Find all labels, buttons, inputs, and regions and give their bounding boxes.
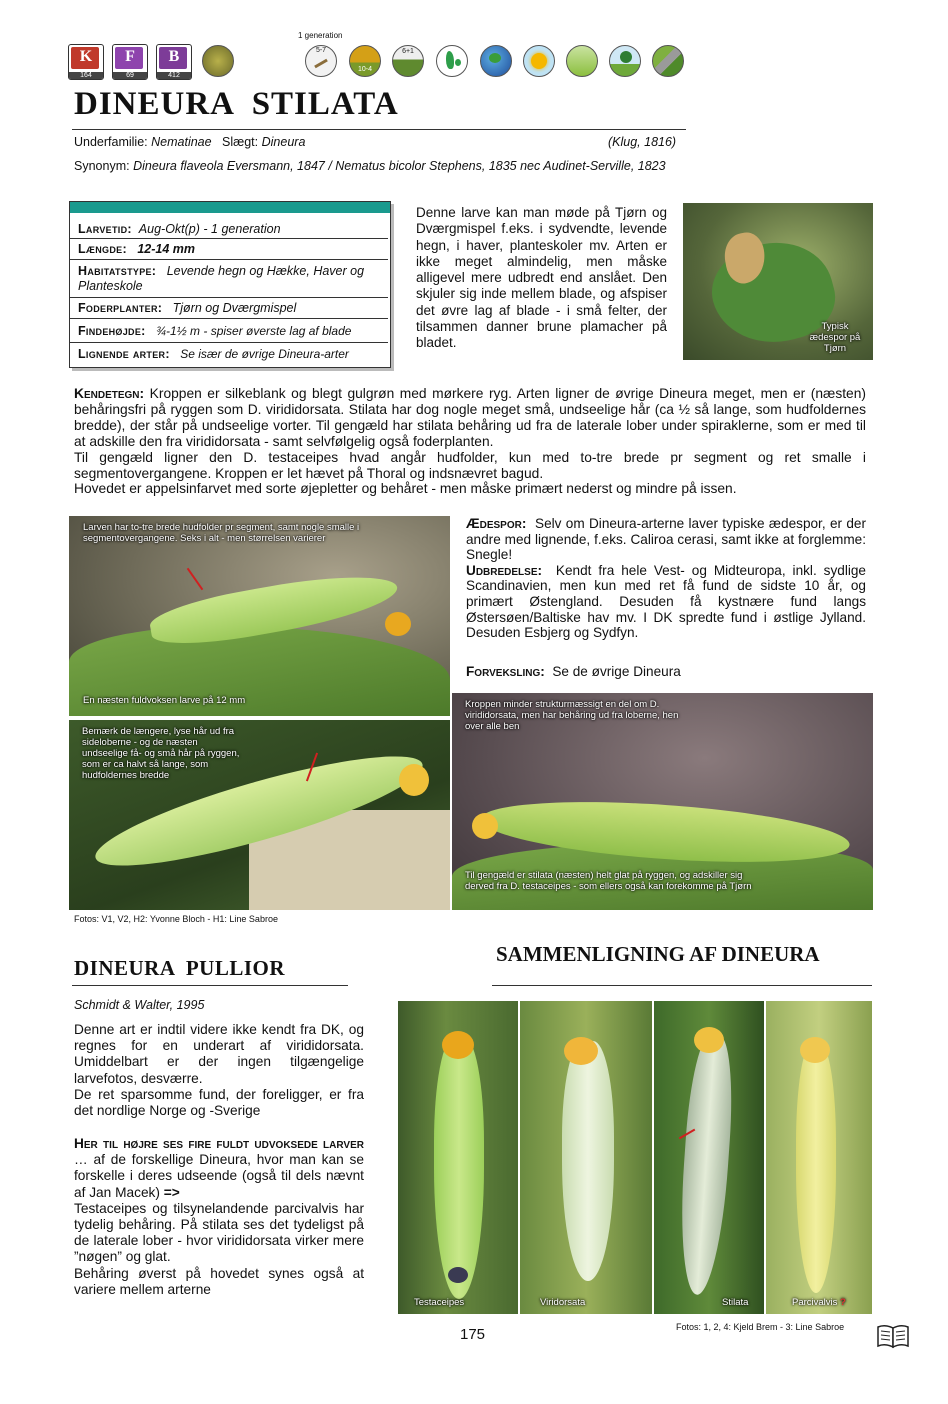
- book-b-letter: B: [168, 48, 180, 65]
- aedespor-text: Selv om Dineura-arterne laver typiske ædespor, er der andre med lignende, f.eks. Caliroa cerasi, samt ikke at forglemme: Snegle!: [466, 516, 866, 563]
- book-k-letter: K: [79, 48, 93, 65]
- photo-credit: Fotos: V1, V2, H2: Yvonne Bloch - H1: Line Sabroe: [74, 914, 278, 924]
- comparison-credit: Fotos: 1, 2, 4: Kjeld Brem - 3: Line Sabroe: [676, 1322, 845, 1332]
- forveksling-text: Se de øvrige Dineura: [552, 664, 681, 679]
- comparison-photo-viridorsata: [520, 1001, 652, 1314]
- denmark-map-icon[interactable]: [436, 45, 468, 77]
- pullior-p4: Behåring øverst på hovedet synes også at variere mellem arterne: [74, 1265, 364, 1297]
- genus: Dineura: [261, 135, 306, 149]
- photo-v2: [69, 720, 450, 910]
- flight-period-label: 6+1: [402, 48, 414, 55]
- comparison-title: SAMMENLIGNING AF DINEURA: [496, 942, 820, 966]
- info-box: [69, 201, 391, 368]
- info-box-header-bar: [70, 202, 390, 213]
- pullior-text: [74, 1022, 364, 1119]
- label-testaceipes: Testaceipes: [414, 1297, 465, 1308]
- synonym-label: Synonym:: [74, 159, 130, 173]
- info-laengde: Længde: 12-14 mm: [70, 239, 388, 260]
- aedespor-section: [466, 516, 866, 641]
- kendetegn-section: [74, 386, 866, 497]
- photo-h1-caption-bottom: Til gengæld er stilata (næsten) helt glat på ryggen, og adskiller sig derved fra D. testaceipes - som ellers også kan forekomme på Tjørn: [465, 870, 752, 892]
- kendetegn-label: Kendetegn:: [74, 386, 145, 401]
- genus-label: Slægt:: [222, 135, 259, 149]
- field-icon[interactable]: [349, 45, 381, 77]
- kendetegn-p1: Kroppen er silkeblank og blegt gulgrøn med mørkere ryg. Arten ligner de øvrige Dineura meget, men er (næsten) behåringsfri på ryggen som D. virididorsata. Stilata har dog nogle meget små, undseelige hår (ca ½ så lange, som hudfoldernes bredde), der står på undseelige vorter. Til gengæld har stilata behåring ud fra de laterale lober under spiraklerne, som er med til at adskille den fra virididorsata - samt selvfølgelig også foderplanten.: [74, 386, 866, 449]
- subfamily-label: Underfamilie:: [74, 135, 148, 149]
- sun-icon[interactable]: [523, 45, 555, 77]
- book-k-icon[interactable]: [68, 44, 104, 80]
- comparison-description: [74, 1136, 364, 1298]
- pullior-author: Schmidt & Walter, 1995: [74, 998, 205, 1012]
- info-lignende-arter: Lignende arter: Se især de øvrige Dineura-arter: [78, 347, 349, 361]
- right-arrow: =>: [163, 1184, 180, 1200]
- here-label: Her til højre ses fire fuldt udvoksede larver: [74, 1136, 364, 1151]
- photo-v1: [69, 516, 450, 716]
- aedespor-label: Ædespor:: [466, 516, 527, 531]
- field-label: 10-4: [357, 66, 372, 73]
- label-viridorsata: Viridorsata: [540, 1297, 586, 1308]
- globe-icon[interactable]: [480, 45, 512, 77]
- page-number: 175: [460, 1326, 486, 1343]
- generation-label: 1 generation: [298, 31, 343, 40]
- larva-photo-icon[interactable]: [202, 45, 234, 77]
- book-k-number: 164: [69, 72, 103, 79]
- photo-h1: [452, 693, 873, 910]
- book-b-number: 412: [157, 72, 191, 79]
- book-f-letter: F: [125, 48, 135, 65]
- kendetegn-p3: Hovedet er appelsinfarvet med sorte øjepletter og behåret - men måske primært nederst og mindre på issen.: [74, 481, 737, 497]
- forveksling-label: Forveksling:: [466, 664, 545, 679]
- comparison-photo-testaceipes: [398, 1001, 518, 1314]
- pullior-p2: De ret sparsomme fund, der foreligger, er fra det nordlige Norge og -Sverige: [74, 1086, 364, 1119]
- udbredelse-text: Kendt fra hele Vest- og Midteuropa, inkl. sydlige Scandinavien, men kun med ret få fund de sidste 10 år, og primært Østengland. Desuden få kystnære fund langs Østersøen/Baltiske hav mv. I DK spredte fund i østlige Jylland. Desuden Esbjerg og Sydfyn.: [466, 562, 866, 641]
- pullior-rule: [72, 985, 348, 986]
- leaf-caption: Typisk ædespor på Tjørn: [809, 321, 861, 354]
- larvetid-label: 5-7: [315, 47, 327, 54]
- page-title: DINEURA STILATA: [74, 86, 399, 122]
- pullior-p1: Denne art er indtil videre ikke kendt fra DK, og regnes for en underart af virididorsata. Umiddelbart er der ingen tilgængelige larvefotos, desværre.: [74, 1022, 364, 1086]
- kendetegn-p2: Til gengæld ligner den D. testaceipes hvad angår hudfolder, kun med to-tre brede pr segment og ret smalle i segmentovergangene. Kroppen er let hævet på Thoral og indsnævret bagud.: [74, 449, 866, 481]
- title-rule: [72, 129, 686, 130]
- photo-h1-caption-top: Kroppen minder strukturmæssigt en del om D. virididorsata, men har behåring ud fra loberne, hen over alle ben: [465, 699, 679, 732]
- comparison-photo-parcivalvis: [766, 1001, 872, 1314]
- forveksling-section: [466, 664, 866, 679]
- tree-icon[interactable]: [609, 45, 641, 77]
- book-f-number: 69: [113, 72, 147, 79]
- flight-period-icon[interactable]: [392, 45, 424, 77]
- photo-v1-caption-bottom: En næsten fuldvoksen larve på 12 mm: [83, 695, 246, 706]
- subfamily: Nematinae: [151, 135, 212, 149]
- synonym-line: [74, 159, 666, 173]
- book-f-icon[interactable]: [112, 44, 148, 80]
- udbredelse-label: Udbredelse:: [466, 562, 543, 578]
- label-parcivalvis: Parcivalvis ?: [792, 1297, 846, 1308]
- book-b-icon[interactable]: [156, 44, 192, 80]
- pullior-p3: Testaceipes og tilsynelandende parcivalvis har tydelig behåring. På stilata ses det tydeligst på de laterale lober - hvor virididorsata virker mere ”nøgen” og glat.: [74, 1200, 364, 1265]
- synonym: Dineura flaveola Eversmann, 1847 / Nematus bicolor Stephens, 1835 nec Audinet-Serville, 1823: [133, 159, 666, 173]
- info-larvetid: Larvetid: Aug-Okt(p) - 1 generation: [70, 219, 388, 239]
- question-mark: ?: [840, 1297, 846, 1308]
- here-text: … af de forskellige Dineura, hvor man kan se forskelle i deres udseende (også til dels nævnt af Jan Macek): [74, 1152, 364, 1200]
- pullior-title: DINEURA PULLIOR: [74, 956, 286, 980]
- info-habitat: Habitatstype: Levende hegn og Hække, Haver og Planteskole: [70, 260, 388, 298]
- road-icon[interactable]: [652, 45, 684, 77]
- label-stilata: Stilata: [722, 1297, 749, 1308]
- larvetid-icon[interactable]: [305, 45, 337, 77]
- species-author: (Klug, 1816): [608, 135, 677, 149]
- meadow-icon[interactable]: [566, 45, 598, 77]
- leaf-feeding-photo: [683, 203, 873, 360]
- photo-v2-caption: Bemærk de længere, lyse hår ud fra sideloberne - og de næsten undseelige få- og små hår på ryggen, som er ca halvt så lange, som hudfoldernes bredde: [82, 726, 240, 781]
- photo-v1-caption-top: Larven har to-tre brede hudfolder pr segment, samt nogle smalle i segmentovergangene. Seks i alt - men størrelsen varierer: [83, 522, 360, 544]
- taxonomy-line: [74, 135, 305, 149]
- comparison-rule: [492, 985, 872, 986]
- open-book-icon[interactable]: [876, 1322, 910, 1350]
- intro-text: Denne larve kan man møde på Tjørn og Dværgmispel f.eks. i sydvendte, levende hegn, i haver, planteskoler mv. Arten er ikke meget almindelig, men måske alligevel mere udbredt end anslået. Den skjuler sig inde mellem blade, og afspiser det øvre lag af blade - i små felter, der tilsammen danner brune plamacher på bladet.: [416, 205, 667, 351]
- info-findehoejde: Findehøjde: ¾-1½ m - spiser øverste lag af blade: [70, 319, 388, 343]
- info-foderplanter: Foderplanter: Tjørn og Dværgmispel: [70, 298, 388, 319]
- comparison-photo-stilata: [654, 1001, 764, 1314]
